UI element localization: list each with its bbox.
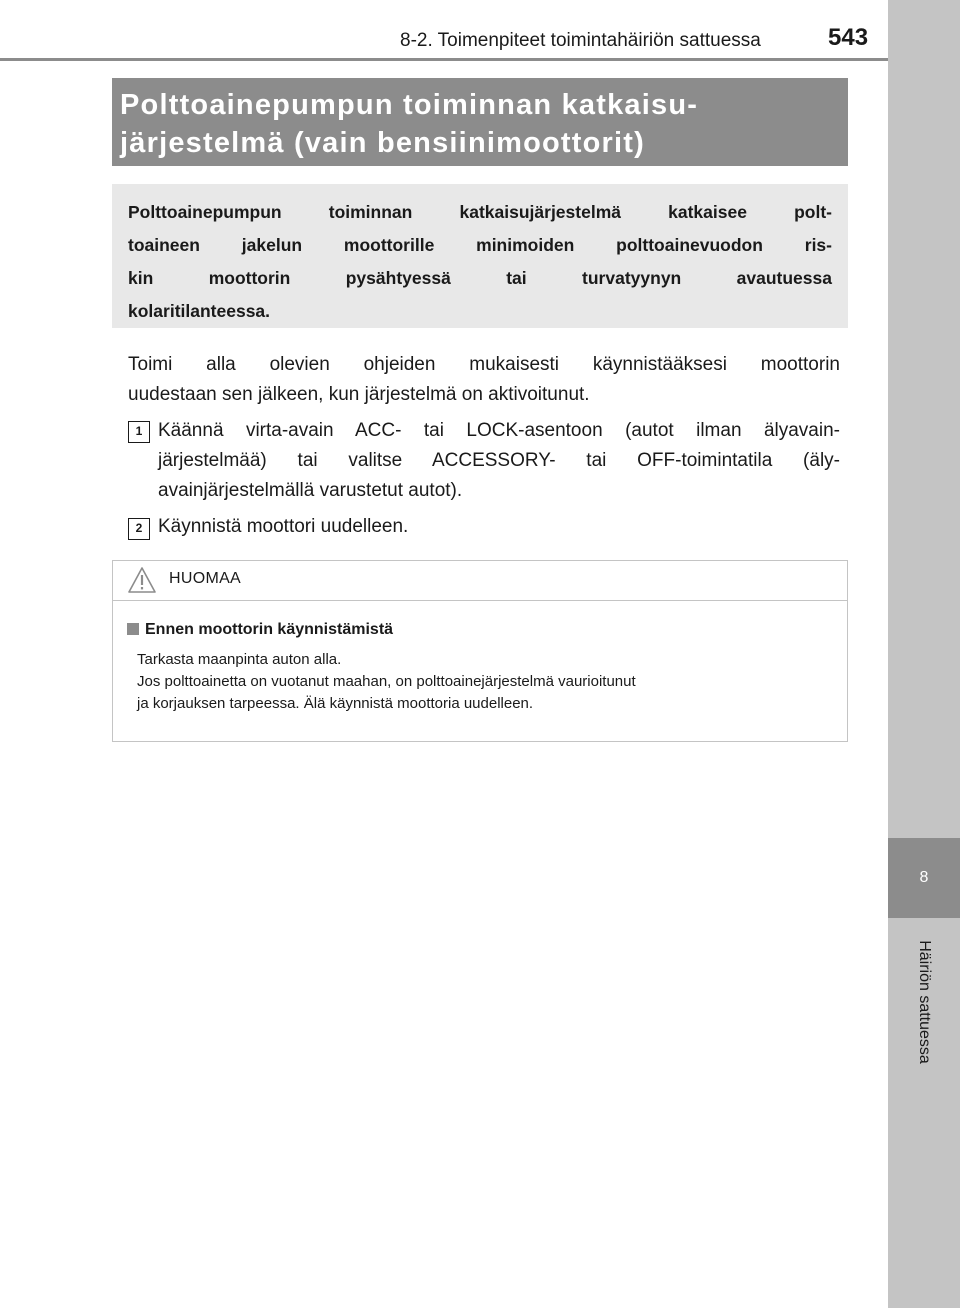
- notice-heading-text: Ennen moottorin käynnistämistä: [145, 621, 394, 638]
- intro-line: toaineen jakelun moottorille minimoiden polttoainevuodon ris-: [128, 235, 832, 255]
- intro-line: kolaritilanteessa.: [128, 301, 271, 321]
- warning-triangle-icon: [127, 566, 157, 594]
- notice-header: [113, 561, 847, 601]
- step-number-2: 2: [128, 518, 150, 540]
- notice-line: Jos polttoainetta on vuotanut maahan, on polttoainejärjestelmä vaurioitunut: [137, 673, 636, 690]
- header-divider: [0, 58, 888, 61]
- step-1-text: [158, 416, 840, 506]
- section-title-line: Polttoainepumpun toiminnan katkaisu-: [120, 89, 699, 121]
- body-paragraph: [128, 350, 840, 410]
- square-bullet-icon: [127, 623, 139, 635]
- step-line: avainjärjestelmällä varustetut autot).: [158, 480, 463, 501]
- header-section-title: 8-2. Toimenpiteet toimintahäiriön sattuessa: [400, 30, 761, 51]
- body-line: uudestaan sen jälkeen, kun järjestelmä on aktivoitunut.: [128, 384, 590, 405]
- notice-line: Tarkasta maanpinta auton alla.: [137, 651, 342, 668]
- intro-line: kin moottorin pysähtyessä tai turvatyynyn avautuessa: [128, 268, 832, 288]
- chapter-label: Häiriön sattuessa: [916, 940, 933, 1064]
- step-number-1: 1: [128, 421, 150, 443]
- intro-line: Polttoainepumpun toiminnan katkaisujärjestelmä katkaisee polt-: [128, 202, 832, 222]
- intro-box: [112, 184, 848, 328]
- body-line: Toimi alla olevien ohjeiden mukaisesti käynnistääksesi moottorin: [128, 354, 840, 375]
- step-2-text: [158, 512, 840, 542]
- side-bar: [888, 0, 960, 1308]
- notice-heading: [127, 621, 393, 639]
- notice-box: [112, 560, 848, 742]
- chapter-number: 8: [919, 869, 929, 886]
- notice-line: ja korjauksen tarpeessa. Älä käynnistä moottoria uudelleen.: [137, 695, 534, 712]
- step-line: Käynnistä moottori uudelleen.: [158, 516, 409, 537]
- step-line: järjestelmää) tai valitse ACCESSORY- tai OFF-toimintatila (äly-: [158, 450, 840, 471]
- chapter-tab[interactable]: [888, 838, 960, 918]
- section-title-box: [112, 78, 848, 166]
- notice-title: HUOMAA: [169, 570, 242, 587]
- section-title-line: järjestelmä (vain bensiinimoottorit): [120, 127, 646, 159]
- step-line: Käännä virta-avain ACC- tai LOCK-asentoon (autot ilman älyavain-: [158, 420, 840, 441]
- notice-body: [137, 649, 837, 715]
- page-number: 543: [828, 24, 869, 51]
